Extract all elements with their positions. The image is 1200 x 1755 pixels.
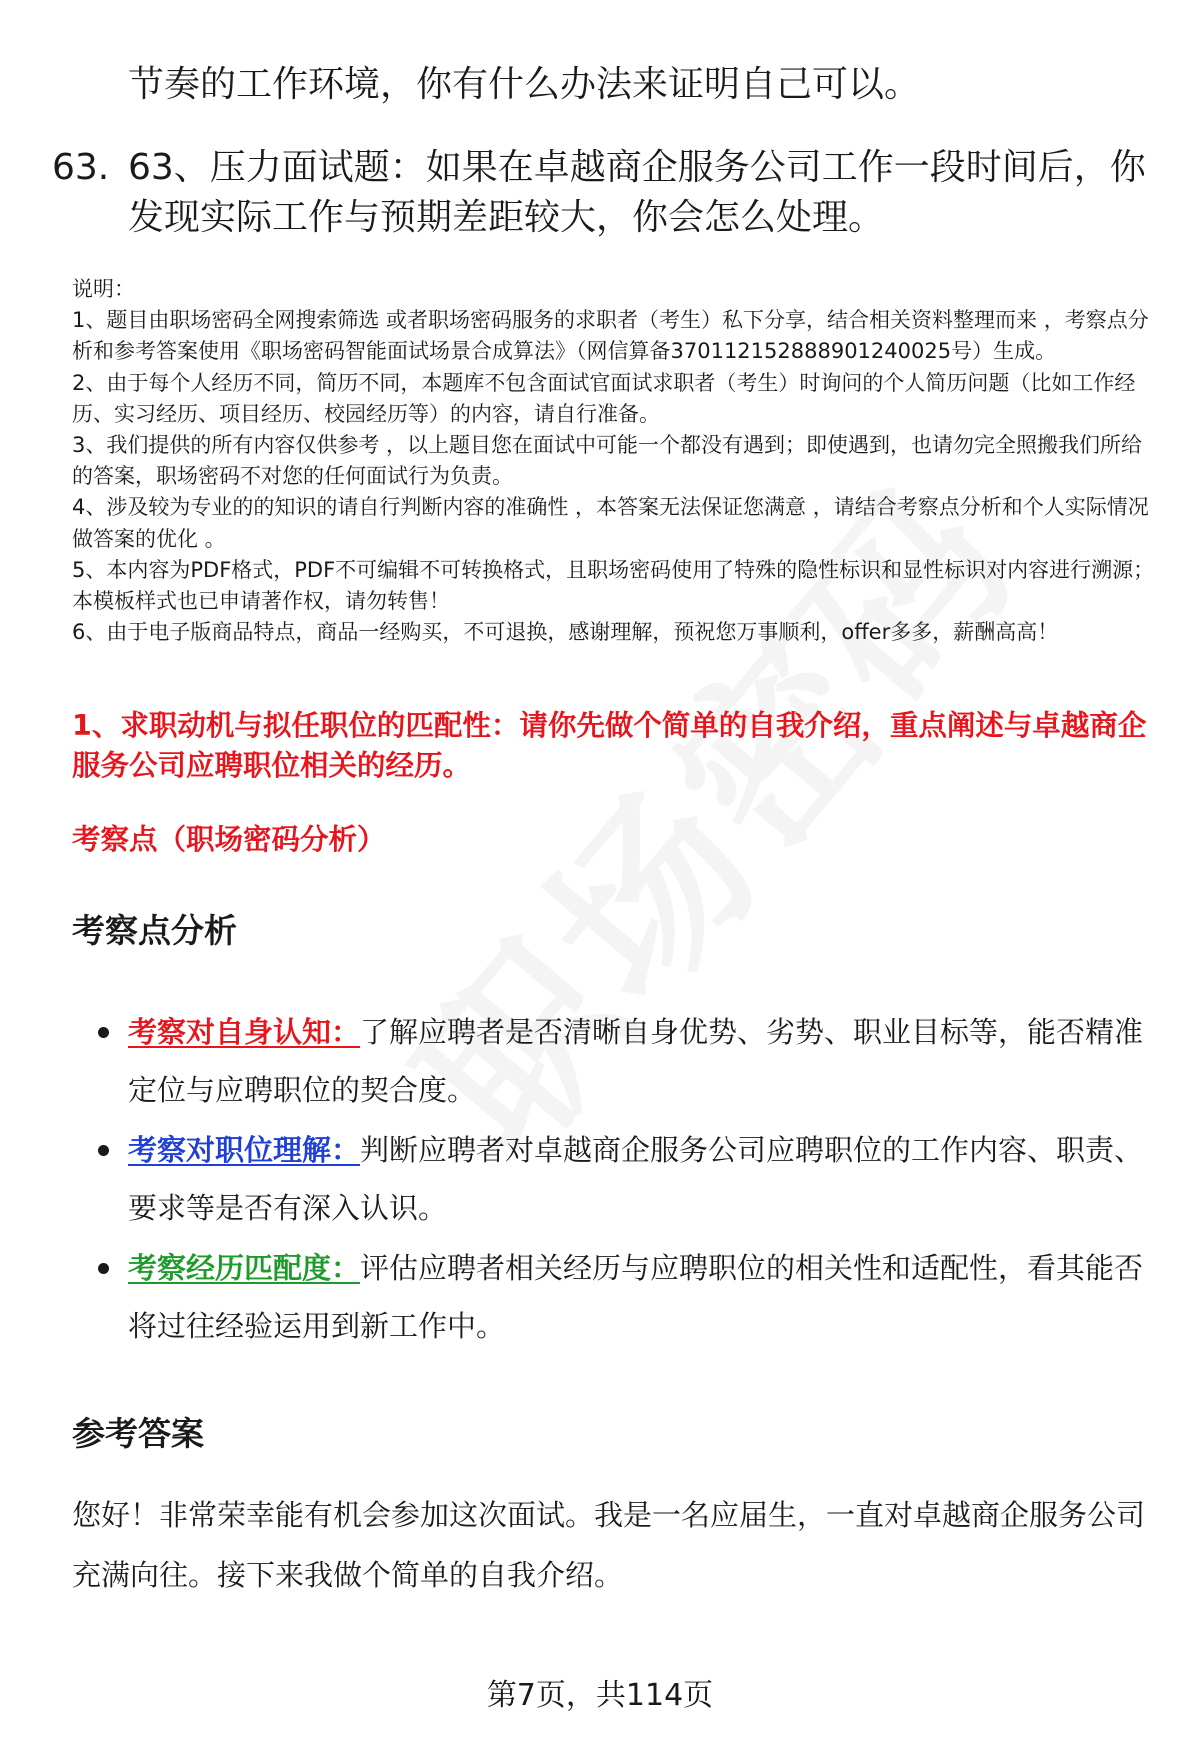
question-63-text: 63、压力面试题：如果在卓越商企服务公司工作一段时间后，你发现实际工作与预期差距较大，你会怎么处理。 [128,147,1146,238]
note-item-6: 6、由于电子版商品特点，商品一经购买，不可退换，感谢理解，预祝您万事顺利，offer多多，薪酬高高！ [72,620,1059,645]
analysis-item [96,1239,1162,1355]
bullet-dot-icon [98,1145,109,1156]
question-1-subtitle: 考察点（职场密码分析） [72,823,386,856]
analysis-keyword: 考察经历匹配度： [128,1251,361,1285]
analysis-heading: 考察点分析 [72,911,237,950]
previous-question-continuation: 节奏的工作环境，你有什么办法来证明自己可以。 [128,64,921,105]
answer-text: 您好！非常荣幸能有机会参加这次面试。我是一名应届生，一直对卓越商企服务公司充满向往。接下来我做个简单的自我介绍。 [72,1498,1146,1592]
analysis-text: 判断应聘者对卓越商企服务公司应聘职位的工作内容、职责、要求等是否有深入认识。 [128,1133,1144,1225]
note-item-5: 5、本内容为PDF格式，PDF不可编辑不可转换格式，且职场密码使用了特殊的隐性标识和显性标识对内容进行溯源；本模板样式也已申请著作权，请勿转售！ [72,557,1155,614]
analysis-text: 评估应聘者相关经历与应聘职位的相关性和适配性，看其能否将过往经验运用到新工作中。 [128,1251,1144,1343]
answer-heading: 参考答案 [72,1414,204,1453]
analysis-item [96,1121,1162,1237]
question-1-title: 1、求职动机与拟任职位的匹配性：请你先做个简单的自我介绍，重点阐述与卓越商企服务公司应聘职位相关的经历。 [72,709,1147,782]
analysis-keyword: 考察对自身认知： [128,1015,361,1049]
analysis-keyword: 考察对职位理解： [128,1133,361,1167]
bullet-dot-icon [98,1027,109,1038]
question-63-number: 63. [52,147,110,188]
note-item-1: 1、题目由职场密码全网搜索筛选 或者职场密码服务的求职者（考生）私下分享，结合相关资料整理而来 ，考察点分析和参考答案使用《职场密码智能面试场景合成算法》（网信算备370112152888901240025号）生成。 [72,308,1149,364]
notes-heading: 说明： [72,277,135,301]
note-item-3: 3、我们提供的所有内容仅供参考 ，以上题目您在面试中可能一个都没有遇到；即使遇到，也请勿完全照搬我们所给的答案，职场密码不对您的任何面试行为负责。 [72,433,1143,489]
notes-section [72,274,1158,648]
bullet-dot-icon [98,1263,109,1274]
analysis-item [96,1003,1162,1119]
note-item-2: 2、由于每个人经历不同，简历不同，本题库不包含面试官面试求职者（考生）时询问的个人简历问题（比如工作经历、实习经历、项目经历、校园经历等）的内容，请自行准备。 [72,370,1136,426]
analysis-list [96,1003,1162,1357]
page-number: 第7页，共114页 [486,1678,714,1713]
analysis-text: 了解应聘者是否清晰自身优势、劣势、职业目标等，能否精准定位与应聘职位的契合度。 [128,1015,1144,1107]
note-item-4: 4、涉及较为专业的的知识的请自行判断内容的准确性 ，本答案无法保证您满意 ，请结合考察点分析和个人实际情况做答案的优化 。 [72,495,1149,551]
